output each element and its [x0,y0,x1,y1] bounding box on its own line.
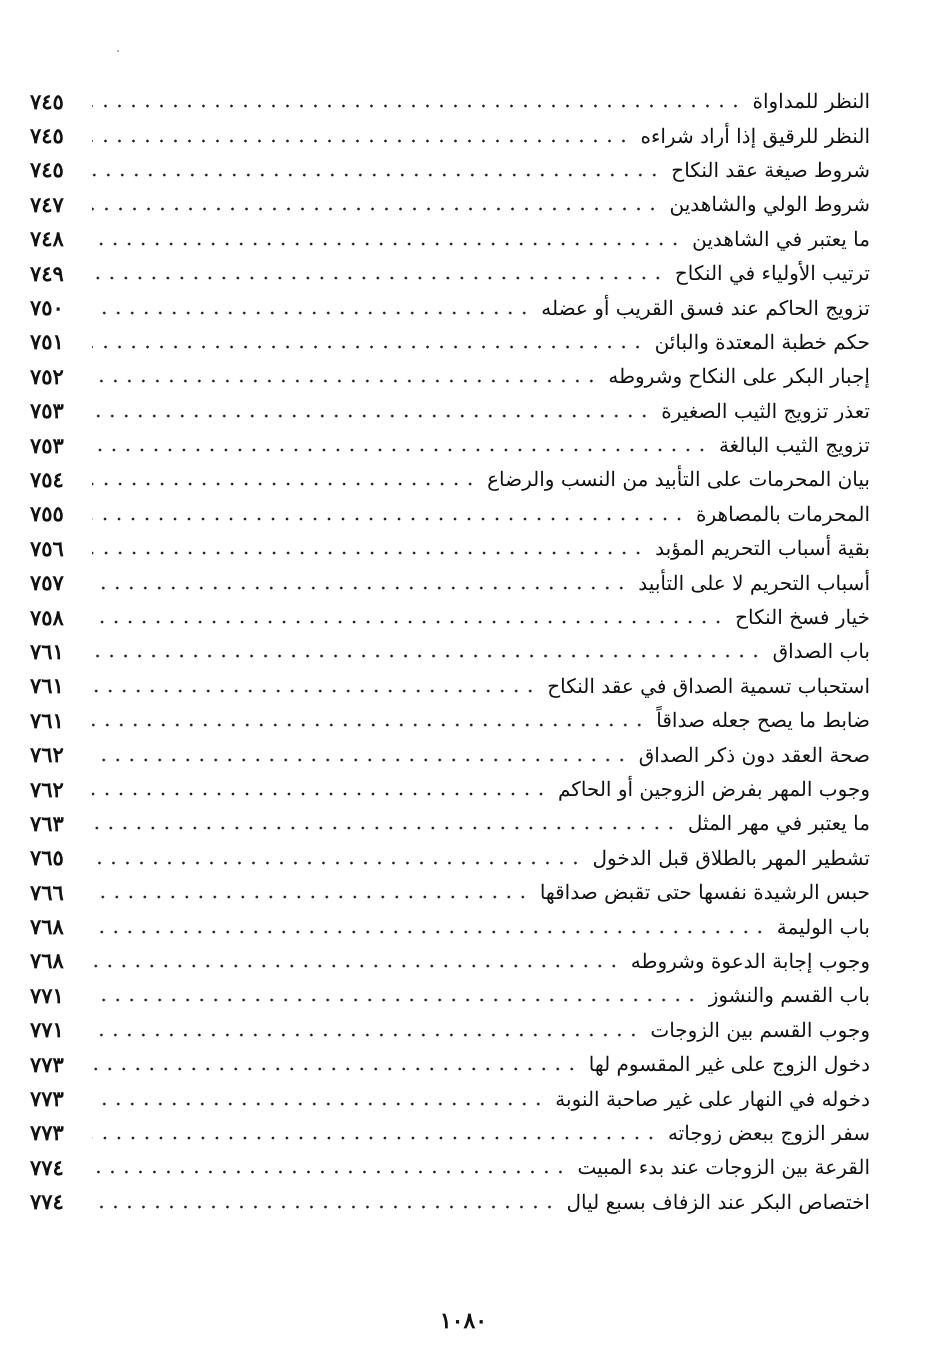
toc-entry-title: وجوب المهر بفرض الزوجين أو الحاكم [557,777,870,801]
toc-entry-title: دخوله في النهار على غير صاحبة النوبة [555,1086,870,1111]
dot-leader [92,379,598,383]
dot-leader [92,998,699,1002]
dot-leader [92,826,678,830]
toc-entry [30,153,870,187]
toc-entry [30,290,870,324]
toc-entry-page: ٧٥٣ [30,398,64,424]
toc-entry [30,256,870,290]
toc-entry [30,187,870,221]
toc-entry-title: خيار فسخ النكاح [735,605,870,630]
dot-leader [92,861,582,865]
toc-entry-page: ٧٥٧ [30,570,64,596]
toc-entry-page: ٧٦١ [30,673,64,699]
toc-entry-page: ٧٥٤ [30,466,64,492]
toc-entry-page: ٧٤٨ [30,226,64,252]
page-number: ١٠٨٠ [439,1308,488,1334]
dot-leader [92,173,661,177]
toc-entry-page: ٧٧٤ [30,1189,64,1215]
toc-entry [30,84,870,118]
toc-entry [30,1116,870,1150]
toc-entry [30,944,870,978]
dot-leader [92,1205,556,1209]
toc-entry-page: ٧٥٢ [30,363,64,389]
dot-leader [92,482,477,486]
toc-entry-title: وجوب إجابة الدعوة وشروطه [630,948,870,973]
dot-leader [92,139,630,143]
dot-leader [92,654,763,658]
toc-entry [30,1047,870,1081]
toc-entry-page: ٧٥٠ [30,295,64,321]
toc-entry [30,531,870,565]
dot-leader [92,758,629,762]
toc-entry-title: دخول الزوج على غير المقسوم لها [588,1052,870,1077]
dot-leader [92,723,646,727]
toc-entry [30,1013,870,1047]
toc-entry-title: باب الوليمة [776,914,870,939]
toc-entry-title: اختصاص البكر عند الزفاف بسبع ليال [566,1189,870,1214]
toc-entry-title: إجبار البكر على النكاح وشروطه [608,364,870,389]
dot-leader [92,689,537,693]
scan-dot [117,50,119,52]
toc-entry-page: ٧٥٦ [30,535,64,561]
toc-entry-page: ٧٦٨ [30,948,64,974]
toc-entry-page: ٧٤٧ [30,191,64,217]
toc-entry [30,359,870,393]
toc-entry [30,634,870,668]
dot-leader [92,930,767,934]
toc-entry-page: ٧٦٥ [30,845,64,871]
toc-entry-title: بيان المحرمات على التأبيد من النسب والرضاع [487,467,870,492]
toc-entry-title: تعذر تزويج الثيب الصغيرة [661,398,870,423]
dot-leader [92,1067,579,1071]
toc-entry-title: باب الصداق [772,639,870,664]
dot-leader [92,207,660,211]
dot-leader [92,1170,567,1174]
toc-entry-page: ٧٧١ [30,1017,64,1043]
toc-entry-title: استحباب تسمية الصداق في عقد النكاح [547,673,870,698]
dot-leader [92,551,645,555]
toc-entry [30,669,870,703]
toc-entry-page: ٧٦٣ [30,810,64,836]
toc-entry-title: أسباب التحريم لا على التأبيد [638,570,870,595]
dot-leader [92,311,531,315]
toc-entry-title: المحرمات بالمصاهرة [696,501,870,526]
toc-entry [30,497,870,531]
toc-entry-page: ٧٧٣ [30,1086,64,1112]
toc-entry-title: حبس الرشيدة نفسها حتى تقبض صداقها [539,880,870,905]
dot-leader [92,414,651,418]
toc-entry [30,428,870,462]
toc-entry-title: النظر للمداواة [752,89,870,114]
toc-entry [30,222,870,256]
toc-entry [30,841,870,875]
dot-leader [92,448,709,452]
dot-leader [92,1136,658,1140]
toc-entry-title: النظر للرقيق إذا أراد شراءه [640,123,870,148]
toc-entry [30,737,870,771]
toc-entry-title: ترتيب الأولياء في النكاح [674,261,870,286]
toc-entry-title: تشطير المهر بالطلاق قبل الدخول [592,845,870,870]
toc-entry-title: ضابط ما يصح جعله صداقاً [656,708,870,733]
toc-entry-page: ٧٤٩ [30,260,64,286]
toc-entry-page: ٧٥٣ [30,432,64,458]
dot-leader [92,792,548,796]
toc-entry-title: صحة العقد دون ذكر الصداق [638,742,870,767]
toc-entry [30,325,870,359]
toc-entry-page: ٧٧٣ [30,1051,64,1077]
dot-leader [92,242,682,246]
dot-leader [92,1102,545,1106]
toc-entry-title: باب القسم والنشوز [708,983,870,1008]
toc-entry-page: ٧٥١ [30,329,64,355]
toc-entry [30,806,870,840]
toc-entry [30,978,870,1012]
toc-entry-title: تزويج الحاكم عند فسق القريب أو عضله [541,295,870,320]
toc-entry-page: ٧٦١ [30,638,64,664]
toc-entry-page: ٧٦١ [30,707,64,733]
toc-entry-page: ٧٦٨ [30,914,64,940]
toc-entry [30,565,870,599]
toc-entry-title: شروط الولي والشاهدين [669,192,870,217]
toc-entry-page: ٧٥٨ [30,604,64,630]
toc-entry [30,462,870,496]
toc-entry-page: ٧٧٣ [30,1120,64,1146]
toc-entry-title: سفر الزوج ببعض زوجاته [667,1120,870,1145]
toc-entry [30,1185,870,1219]
toc-entry-page: ٧٥٥ [30,501,64,527]
toc-entry-page: ٧٦٢ [30,776,64,802]
dot-leader [92,104,742,108]
dot-leader [92,517,686,521]
dot-leader [92,345,645,349]
dot-leader [92,620,725,624]
toc-entry [30,394,870,428]
dot-leader [92,895,530,899]
toc-entry-page: ٧٦٦ [30,879,64,905]
toc-entry-title: شروط صيغة عقد النكاح [671,157,870,182]
toc-entry [30,875,870,909]
toc-entry-title: وجوب القسم بين الزوجات [650,1017,870,1042]
toc-entry [30,118,870,152]
dot-leader [92,964,621,968]
table-of-contents [30,84,870,1219]
toc-entry-title: بقية أسباب التحريم المؤبد [655,536,870,561]
toc-entry-title: حكم خطبة المعتدة والبائن [654,329,870,354]
toc-entry-page: ٧٦٢ [30,742,64,768]
toc-entry [30,909,870,943]
dot-leader [92,586,628,590]
toc-entry-page: ٧٧٤ [30,1154,64,1180]
toc-entry [30,600,870,634]
toc-entry [30,1081,870,1115]
dot-leader [92,276,665,280]
toc-entry-page: ٧٧١ [30,982,64,1008]
toc-entry-title: ما يعتبر في مهر المثل [687,811,870,836]
toc-entry-page: ٧٤٥ [30,157,64,183]
toc-entry-title: ما يعتبر في الشاهدين [692,226,870,251]
toc-entry-title: تزويج الثيب البالغة [718,433,870,458]
toc-entry-title: القرعة بين الزوجات عند بدء المبيت [577,1155,870,1180]
dot-leader [92,1033,640,1037]
toc-entry-page: ٧٤٥ [30,123,64,149]
toc-entry-page: ٧٤٥ [30,88,64,114]
toc-entry [30,1150,870,1184]
toc-entry [30,772,870,806]
toc-entry [30,703,870,737]
